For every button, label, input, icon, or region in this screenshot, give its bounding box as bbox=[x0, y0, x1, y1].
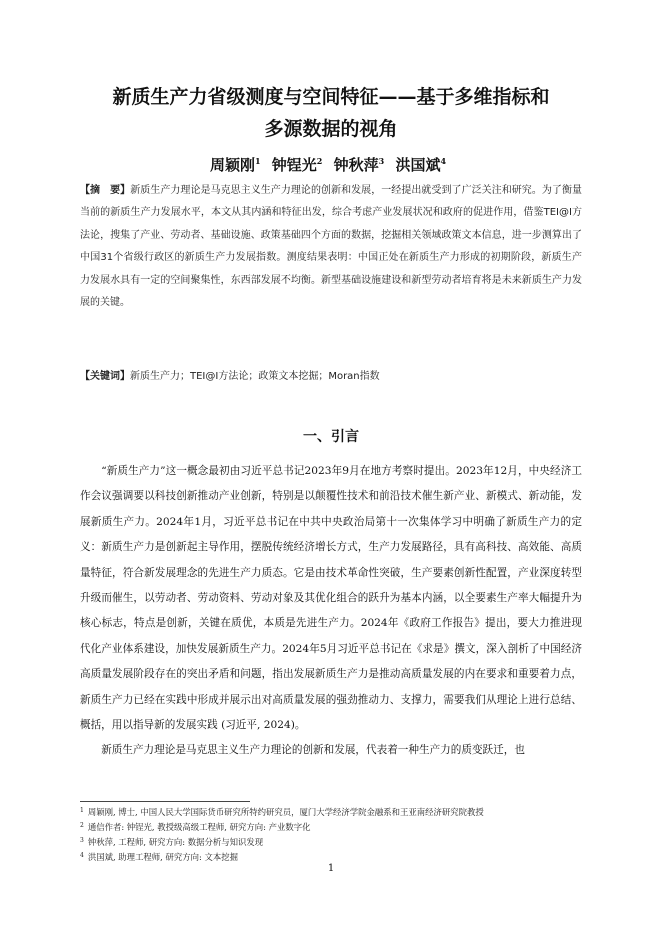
footnote-text: 周颖刚, 博士, 中国人民大学国际货币研究所特约研究员，厦门大学经济学院金融系和王亚南经济研究院教授 bbox=[87, 807, 484, 817]
body-paragraph: 新质生产力理论是马克思主义生产力理论的创新和发展，代表着一种生产力的质变跃迁，也 bbox=[101, 744, 525, 757]
author-footnote-mark: 3 bbox=[378, 156, 385, 166]
abstract-label: 【摘 要】 bbox=[80, 185, 131, 196]
footnote-text: 通信作者: 钟锃光, 教授级高级工程师, 研究方向: 产业数字化 bbox=[87, 822, 311, 832]
paper-title-line-1: 新质生产力省级测度与空间特征——基于多维指标和 bbox=[112, 86, 550, 108]
paper-title-line-2: 多源数据的视角 bbox=[264, 118, 398, 140]
keywords bbox=[80, 367, 582, 387]
author-footnote-mark: 1 bbox=[254, 156, 261, 166]
author-list bbox=[60, 150, 602, 176]
body-paragraph: “新质生产力”这一概念最初由习近平总书记2023年9月在地方考察时提出。2023年12月，中央经济工作会议强调要以科技创新推动产业创新，特别是以颠覆性技术和前沿技术催生新产业、新模式、新动能，发展新质生产力。2024年1月，习近平总书记在中共中央政治局第十一次集体学习中明确了新质生产力的定义：新质生产力是创新起主导作用，摆脱传统经济增长方式，生产力发展路径，具有高科技、高效能、高质量特征，符合新发展理念的先进生产力质态。它是由技术革命性突破，生产要素创新性配置，产业深度转型升级而催生，以劳动者、劳动资料、劳动对象及其优化组合的跃升为基本内涵，以全要素生产率大幅提升为核心标志，特点是创新，关键在质优，本质是先进生产力。2024年《政府工作报告》提出，要大力推进现代化产业体系建设，加快发展新质生产力。2024年5月习近平总书记在《求是》撰文，深入剖析了中国经济高质量发展阶段存在的突出矛盾和问题，指出发展新质生产力是推动高质量发展的内在要求和重要着力点，新质生产力已经在实践中形成并展示出对高质量发展的强劲推动力、支撑力，需要我们从理论上进行总结、概括，用以指导新的发展实践 (习近平, 2024)。 bbox=[80, 465, 582, 732]
author-name: 钟锃光 bbox=[271, 156, 317, 174]
footnote-text: 洪国斌, 助理工程师, 研究方向: 文本挖掘 bbox=[87, 852, 238, 862]
footnote bbox=[80, 834, 582, 849]
author-footnote-mark: 4 bbox=[440, 156, 447, 166]
abstract-text: 新质生产力理论是马克思主义生产力理论的创新和发展，一经提出就受到了广泛关注和研究。为了衡量当前的新质生产力发展水平，本文从其内涵和特征出发，综合考虑产业发展状况和政府的促进作用，借鉴TEI@I方法论，搜集了产业、劳动者、基础设施、政策基础四个方面的数据，挖掘相关领域政策文本信息，进一步测算出了中国31个省级行政区的新质生产力发展指数。测度结果表明：中国正处在新质生产力形成的初期阶段，新质生产力发展水具有一定的空间聚集性，东西部发展不均衡。新型基础设施建设和新型劳动者培育将是未来新质生产力发展的关键。 bbox=[80, 185, 583, 309]
section-heading: 一、引言 bbox=[303, 429, 359, 445]
keywords-text: 新质生产力；TEI@I方法论；政策文本挖掘；Moran指数 bbox=[130, 371, 380, 382]
keywords-label: 【关键词】 bbox=[80, 371, 130, 382]
author-footnote-mark: 2 bbox=[316, 156, 323, 166]
page-number: 1 bbox=[327, 863, 335, 874]
footnote-divider bbox=[80, 801, 250, 802]
footnote-mark: 1 bbox=[80, 807, 84, 814]
author-name: 钟秋萍 bbox=[333, 156, 379, 174]
footnote-mark: 3 bbox=[80, 837, 84, 844]
footnote-text: 钟秋萍, 工程师, 研究方向: 数据分析与知识发现 bbox=[87, 837, 264, 847]
footnotes bbox=[80, 804, 582, 864]
author-name: 周颖刚 bbox=[209, 156, 255, 174]
footnote bbox=[80, 804, 582, 819]
footnote bbox=[80, 819, 582, 834]
abstract bbox=[80, 180, 582, 314]
body-text bbox=[80, 459, 582, 764]
footnote-mark: 2 bbox=[80, 822, 84, 829]
author-name: 洪国斌 bbox=[395, 156, 441, 174]
footnote-mark: 4 bbox=[80, 852, 84, 859]
